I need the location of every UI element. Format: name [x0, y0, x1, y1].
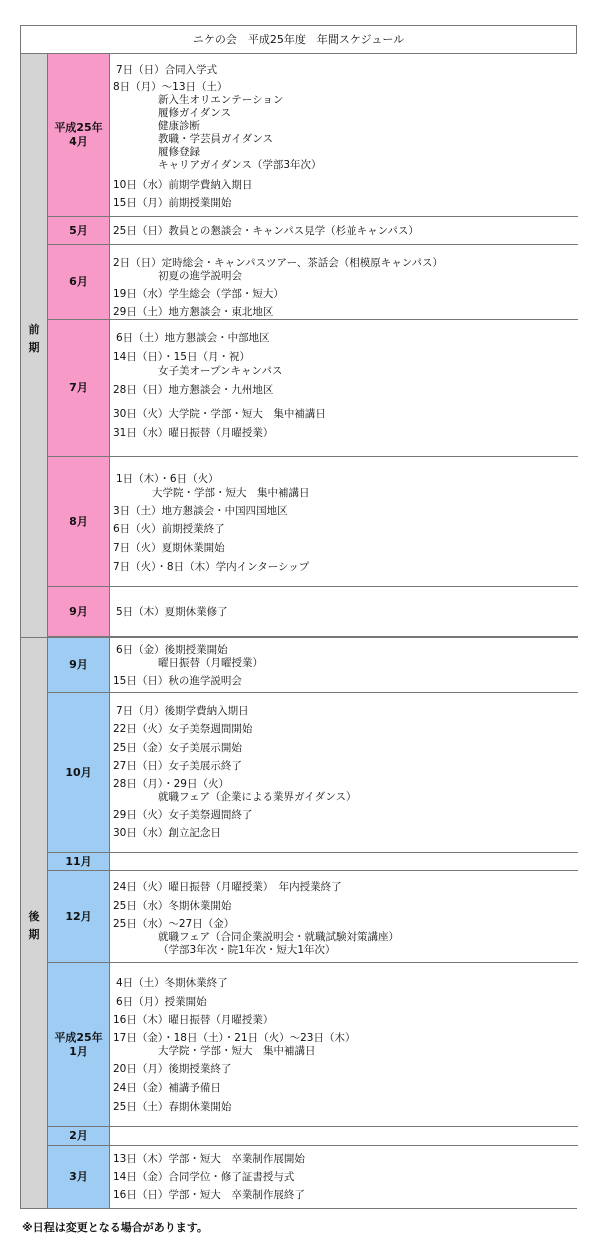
- event-item: 30日（水）創立記念日: [113, 827, 221, 839]
- event-item: 15日（日）秋の進学説明会: [113, 675, 242, 687]
- event-item: 5日（木）夏期休業修了: [116, 606, 228, 618]
- events-jul: [110, 320, 578, 457]
- event-item: 25日（土）春期休業開始: [113, 1101, 232, 1113]
- event-item: 7日（日）合同入学式: [116, 64, 218, 76]
- event-item: 7日（月）後期学費納入期日: [116, 705, 249, 717]
- events-dec: [110, 871, 578, 963]
- event-item: 教職・学芸員ガイダンス: [158, 133, 273, 145]
- month-nov: 11月: [48, 853, 110, 871]
- events-jan: [110, 963, 578, 1127]
- event-item: 就職フェア（合同企業説明会・就職試験対策講座）: [158, 931, 399, 943]
- events-oct: [110, 693, 578, 853]
- event-item: 就職フェア（企業による業界ガイダンス）: [158, 791, 357, 803]
- event-item: 16日（木）曜日振替（月曜授業）: [113, 1014, 274, 1026]
- month-sep-second: 9月: [48, 638, 110, 693]
- event-item: 25日（水）冬期休業開始: [113, 900, 232, 912]
- term-first-label: 前 期: [28, 323, 40, 354]
- events-may: [110, 217, 578, 245]
- term-first: [21, 54, 48, 637]
- event-item: 24日（火）曜日振替（月曜授業） 年内授業終了: [113, 881, 342, 893]
- event-item: 2日（日）定時総会・キャンパスツアー、茶話会（相模原キャンパス）: [113, 257, 443, 269]
- event-item: 曜日振替（月曜授業）: [158, 657, 263, 669]
- event-item: 16日（日）学部・短大 卒業制作展終了: [113, 1189, 305, 1201]
- event-item: 初夏の進学説明会: [158, 270, 242, 282]
- event-item: 6日（月）授業開始: [116, 996, 207, 1008]
- month-may: 5月: [48, 217, 110, 245]
- event-item: 30日（火）大学院・学部・短大 集中補講日: [113, 408, 326, 420]
- event-item: 新入生オリエンテーション: [158, 94, 284, 106]
- events-apr: [110, 54, 578, 217]
- event-item: （学部3年次・院1年次・短大1年次）: [158, 944, 336, 956]
- events-jun: [110, 245, 578, 320]
- schedule-table: [20, 25, 577, 1209]
- event-item: 25日（金）女子美展示開始: [113, 742, 242, 754]
- event-item: 15日（月）前期授業開始: [113, 197, 232, 209]
- month-feb: 2月: [48, 1127, 110, 1146]
- month-apr: 平成25年 4月: [48, 54, 110, 217]
- event-item: 14日（金）合同学位・修了証書授与式: [113, 1171, 295, 1183]
- event-item: 1日（木）・6日（火）: [116, 473, 219, 485]
- month-mar: 3月: [48, 1146, 110, 1208]
- event-item: 25日（水）～27日（金）: [113, 918, 235, 930]
- event-item: 7日（火）・8日（木）学内インターシップ: [113, 561, 310, 573]
- event-item: 女子美オープンキャンパス: [158, 365, 283, 377]
- events-aug: [110, 457, 578, 587]
- footnote: ※日程は変更となる場合があります。: [22, 1221, 208, 1234]
- event-item: 履修ガイダンス: [158, 107, 231, 119]
- event-item: 6日（火）前期授業終了: [113, 523, 225, 535]
- event-item: 25日（日）教員との懇談会・キャンパス見学（杉並キャンパス）: [113, 225, 419, 237]
- events-sep-second: [110, 638, 578, 693]
- month-jul: 7月: [48, 320, 110, 457]
- event-item: 4日（土）冬期休業終了: [116, 977, 228, 989]
- events-nov: [110, 853, 578, 871]
- month-dec: 12月: [48, 871, 110, 963]
- event-item: 7日（火）夏期休業開始: [113, 542, 225, 554]
- event-item: 14日（日）・15日（月・祝）: [113, 351, 250, 363]
- event-item: 大学院・学部・短大 集中補講日: [158, 1045, 316, 1057]
- term-second: [21, 638, 48, 1208]
- month-jun: 6月: [48, 245, 110, 320]
- event-item: 29日（火）女子美祭週間終了: [113, 809, 253, 821]
- event-item: 履修登録: [158, 146, 200, 158]
- event-item: キャリアガイダンス（学部3年次）: [158, 159, 322, 171]
- event-item: 17日（金）・18日（土）・21日（火）～23日（木）: [113, 1032, 356, 1044]
- event-item: 28日（日）地方懇談会・九州地区: [113, 384, 274, 396]
- event-item: 13日（木）学部・短大 卒業制作展開始: [113, 1153, 305, 1165]
- event-item: 3日（土）地方懇談会・中国四国地区: [113, 505, 288, 517]
- event-item: 6日（金）後期授業開始: [116, 644, 228, 656]
- month-aug: 8月: [48, 457, 110, 587]
- events-sep-first: [110, 587, 578, 637]
- page-title: ニケの会 平成25年度 年間スケジュール: [21, 26, 576, 54]
- event-item: 22日（火）女子美祭週間開始: [113, 723, 253, 735]
- event-item: 10日（水）前期学費納入期日: [113, 179, 253, 191]
- month-jan: 平成25年 1月: [48, 963, 110, 1127]
- event-item: 8日（月）～13日（土）: [113, 81, 228, 93]
- month-oct: 10月: [48, 693, 110, 853]
- event-item: 20日（月）後期授業終了: [113, 1063, 232, 1075]
- event-item: 19日（水）学生総会（学部・短大）: [113, 288, 284, 300]
- event-item: 31日（水）曜日振替（月曜授業）: [113, 427, 274, 439]
- term-second-label: 後 期: [28, 910, 40, 941]
- events-feb: [110, 1127, 578, 1146]
- event-item: 6日（土）地方懇談会・中部地区: [116, 332, 270, 344]
- event-item: 大学院・学部・短大 集中補講日: [152, 487, 310, 499]
- events-mar: [110, 1146, 578, 1208]
- month-sep-first: 9月: [48, 587, 110, 637]
- event-item: 28日（月）・29日（火）: [113, 778, 229, 790]
- event-item: 29日（土）地方懇談会・東北地区: [113, 306, 274, 318]
- event-item: 健康診断: [158, 120, 200, 132]
- event-item: 27日（日）女子美展示終了: [113, 760, 242, 772]
- event-item: 24日（金）補講予備日: [113, 1082, 221, 1094]
